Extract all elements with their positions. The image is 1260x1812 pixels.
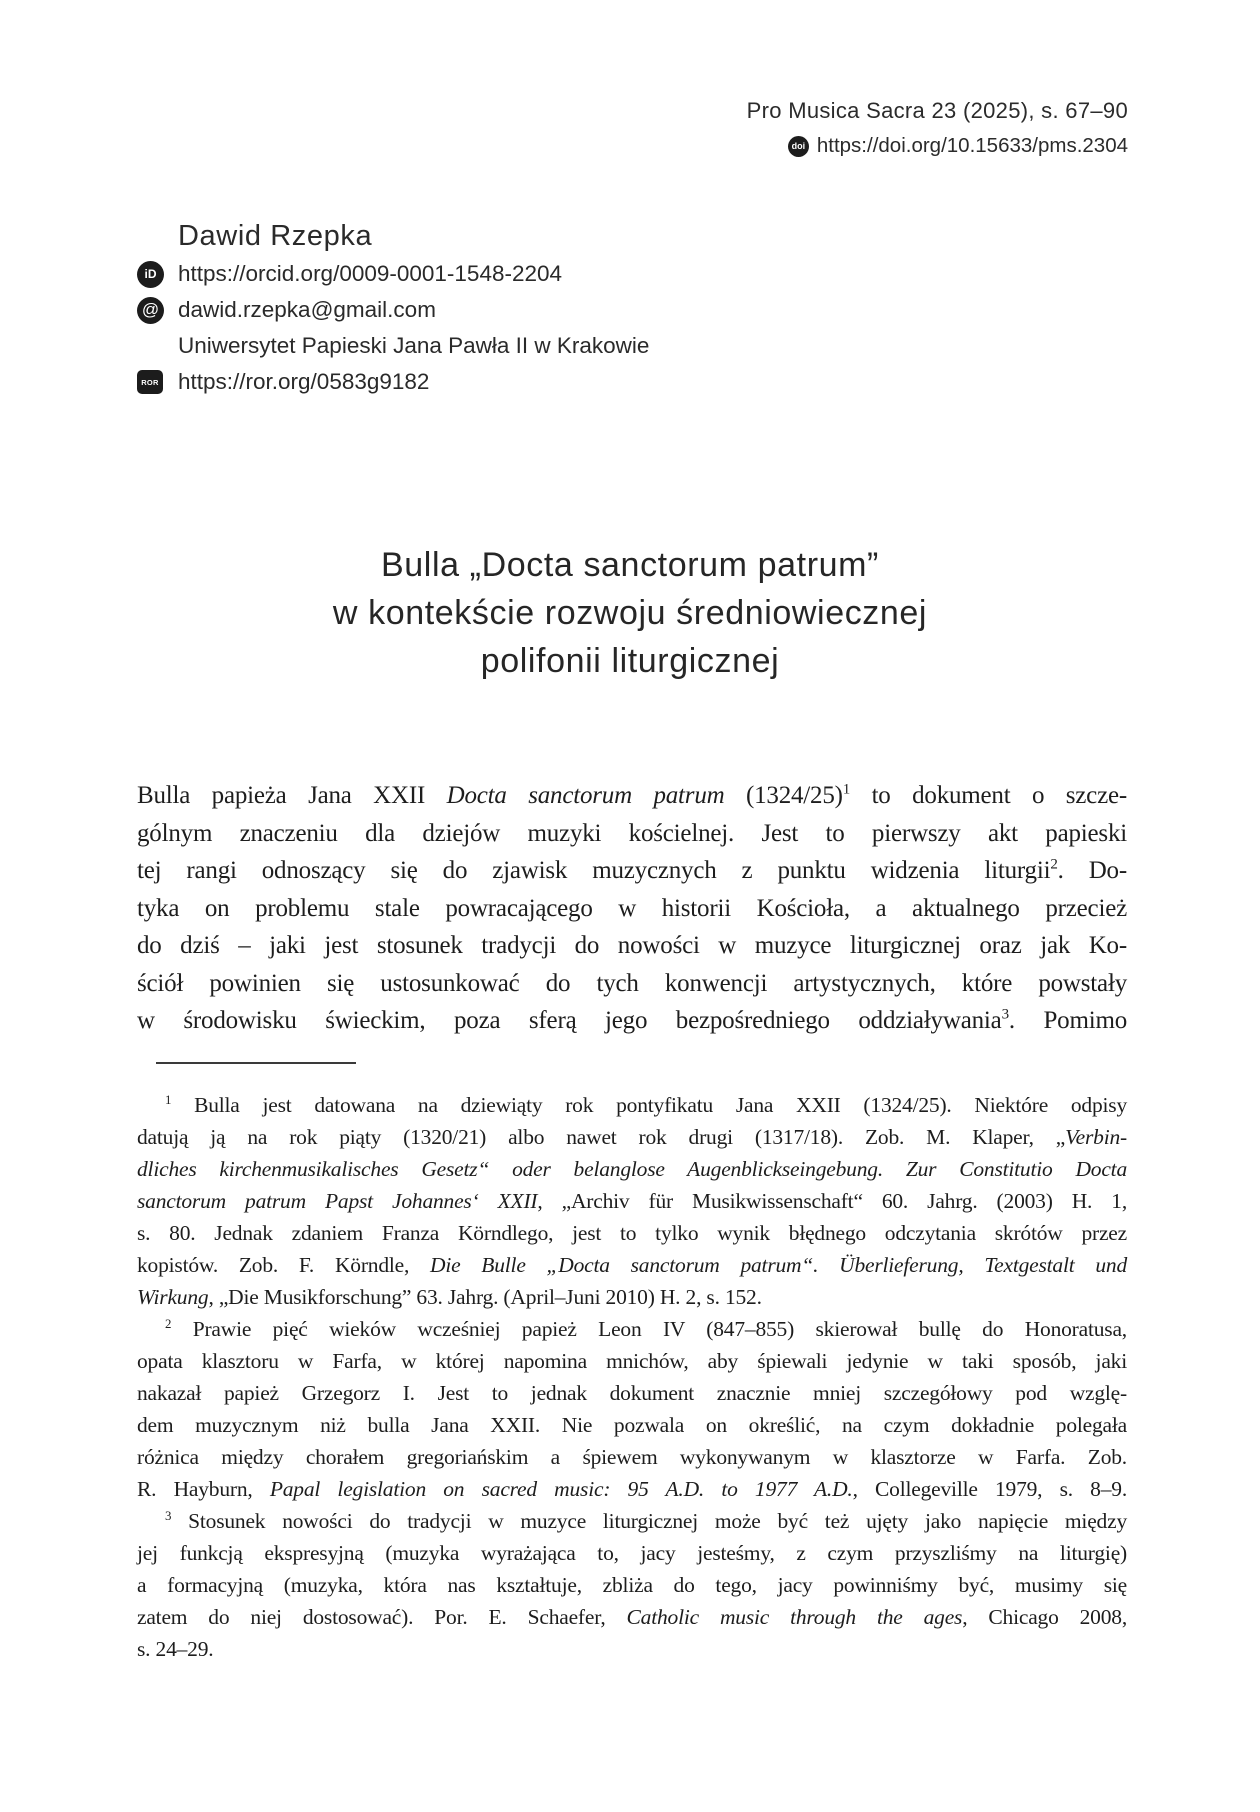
text-line: w środowisku świeckim, poza sferą jego bezpośredniego oddziaływania$^3$. Pomimo — [137, 1006, 1127, 1034]
ror-link[interactable]: https://ror.org/0583g9182 — [178, 369, 430, 394]
text-line: zatem do niej dostosować). Por. E. Schaefer, Catholic music through the ages, Chicago 2008, — [137, 1605, 1128, 1629]
body-paragraph — [137, 777, 1127, 1040]
author-name: Dawid Rzepka — [178, 220, 373, 252]
doi-row — [747, 134, 1128, 158]
author-meta-block — [137, 256, 649, 400]
affiliation-text: Uniwersytet Papieski Jana Pawła II w Krakowie — [178, 333, 650, 358]
text-line: jej funkcją ekspresyjną (muzyka wyrażająca to, jacy jesteśmy, z czym przyszliśmy na liturgię) — [137, 1541, 1127, 1565]
text-line: do dziś – jaki jest stosunek tradycji do nowości w muzyce liturgicznej oraz jak Ko- — [137, 932, 1127, 959]
text-line: R. Hayburn, Papal legislation on sacred music: 95 A.D. to 1977 A.D., Collegeville 1979, s. 8–9. — [137, 1477, 1128, 1501]
footnote-2 — [137, 1313, 1127, 1505]
text-line: tyka on problemu stale powracającego w historii Kościoła, a aktualnego przecież — [137, 894, 1127, 922]
text-line: datują ją na rok piąty (1320/21) albo nawet rok drugi (1317/18). Zob. M. Klaper, „Verbin- — [137, 1125, 1127, 1149]
text-line: gólnym znaczeniu dla dziejów muzyki kościelnej. Jest to pierwszy akt papieski — [137, 819, 1127, 847]
ror-icon-cell — [137, 370, 178, 394]
text-line: $^2$ Prawie pięć wieków wcześniej papież Leon IV (847–855) skierował bullę do Honoratusa, — [165, 1316, 1127, 1341]
text-line: różnica między chorałem gregoriańskim a śpiewem wykonywanym w klasztorze w Farfa. Zob. — [137, 1445, 1127, 1469]
title-line-3: polifonii liturgicznej — [480, 642, 780, 680]
text-line: sanctorum patrum Papst Johannes‘ XXII, „Archiv für Musikwissenschaft“ 60. Jahrg. (2003) H. 1, — [137, 1189, 1127, 1213]
text-line: kopistów. Zob. F. Körndle, Die Bulle „Docta sanctorum patrum“. Überlieferung, Textgestalt und — [137, 1253, 1128, 1277]
footnote-1 — [137, 1089, 1127, 1313]
affiliation-row — [137, 328, 649, 364]
text-line: $^1$ Bulla jest datowana na dziewiąty rok pontyfikatu Jana XXII (1324/25). Niektóre odpisy — [165, 1092, 1127, 1117]
orcid-row — [137, 256, 649, 292]
orcid-icon[interactable]: iD — [137, 261, 164, 288]
email-row — [137, 292, 649, 328]
title-line-2: w kontekście rozwoju średniowiecznej — [332, 594, 928, 632]
text-line: nakazał papież Grzegorz I. Jest to jednak dokument znacznie mniej szczegółowy pod wzglę- — [137, 1381, 1127, 1405]
article-title — [130, 541, 1130, 685]
doi-icon[interactable]: doi — [788, 136, 809, 157]
footnotes-block — [137, 1089, 1127, 1665]
email-icon[interactable]: @ — [137, 297, 164, 324]
orcid-link[interactable]: https://orcid.org/0009-0001-1548-2204 — [178, 261, 563, 286]
orcid-icon-cell — [137, 261, 178, 288]
doi-link[interactable]: https://doi.org/10.15633/pms.2304 — [816, 134, 1128, 157]
text-line: Wirkung, „Die Musikforschung” 63. Jahrg. (April–Juni 2010) H. 2, s. 152. — [137, 1285, 762, 1309]
ror-row — [137, 364, 649, 400]
footnote-rule — [156, 1062, 356, 1064]
email-link[interactable]: dawid.rzepka@gmail.com — [178, 297, 436, 322]
text-line: dem muzycznym niż bulla Jana XXII. Nie pozwala on określić, na czym dokładnie polegała — [137, 1413, 1127, 1437]
text-line: a formacyjną (muzyka, która nas kształtuje, zbliża do tego, jacy powinniśmy być, musimy się — [137, 1573, 1127, 1597]
text-line: dliches kirchenmusikalisches Gesetz“ oder belanglose Augenblickseingebung. Zur Constitutio Docta — [137, 1157, 1127, 1181]
page-header — [747, 99, 1128, 158]
text-line: s. 24–29. — [137, 1637, 214, 1661]
text-line: opata klasztoru w Farfa, w której napomina mnichów, aby śpiewali jedynie w taki sposób, jaki — [137, 1349, 1127, 1373]
text-line: Bulla papieża Jana XXII Docta sanctorum patrum $(1324/25)^1$ to dokument o szcze- — [137, 781, 1127, 809]
journal-citation: Pro Musica Sacra 23 (2025), s. 67–90 — [746, 98, 1128, 123]
text-line: $^3$ Stosunek nowości do tradycji w muzyce liturgicznej może być też ujęty jako napięcie między — [165, 1508, 1127, 1533]
email-icon-cell — [137, 297, 178, 324]
text-line: s. 80. Jednak zdaniem Franza Körndlego, jest to tylko wynik błędnego odczytania skrótów przez — [137, 1221, 1127, 1245]
ror-icon[interactable]: ROR — [137, 370, 163, 394]
title-line-1: Bulla „Docta sanctorum patrum” — [381, 546, 879, 584]
text-line: ściół powinien się ustosunkować do tych konwencji artystycznych, które powstały — [137, 969, 1127, 997]
text-line: tej rangi odnoszący się do zjawisk muzycznych z punktu widzenia liturgii$^2$. Do- — [137, 856, 1127, 884]
footnote-3 — [137, 1505, 1127, 1665]
